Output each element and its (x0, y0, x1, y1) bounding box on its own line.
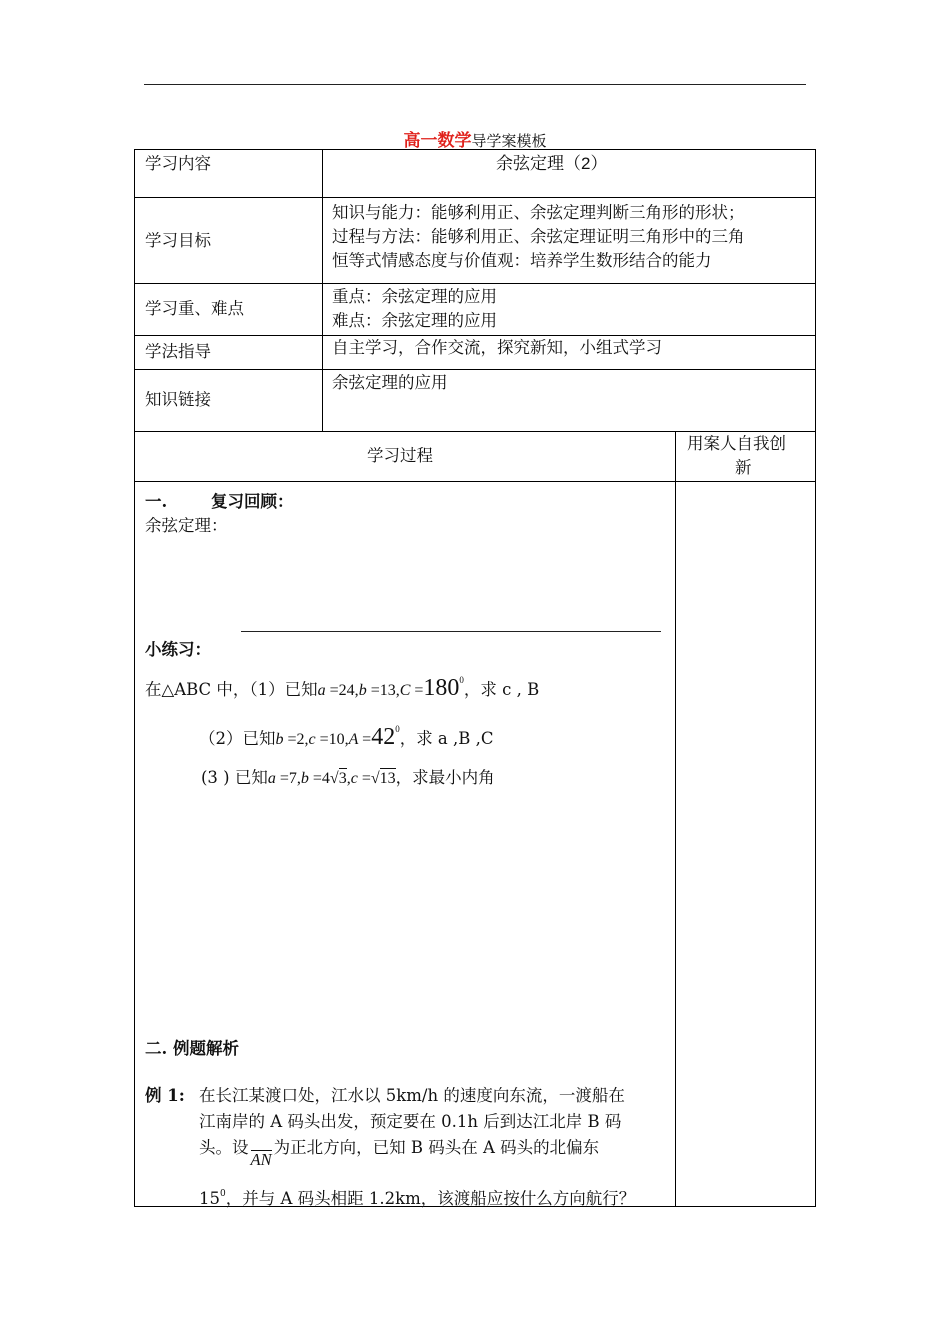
example-line: 江南岸的 A 码头出发，预定要在 0.1h 后到达江北岸 B 码 (199, 1112, 622, 1131)
method-label: 学法指导 (145, 342, 211, 361)
question-3-formula: a =7,b =4√3,c =√13 (267, 770, 396, 787)
side-header: 新 (735, 458, 752, 477)
cosine-law-label: 余弦定理： (145, 516, 228, 535)
content-label: 学习内容 (145, 154, 211, 173)
link-value: 余弦定理的应用 (332, 373, 448, 392)
question-1-formula: $a =24,b =13,C =180^0$ (317, 675, 464, 701)
lesson-topic: 余弦定理（2） (496, 154, 608, 173)
question-2 (199, 717, 494, 752)
example-text: 头。设 (199, 1138, 249, 1157)
question-3-prefix: (3 ) 已知 (201, 768, 268, 787)
section-2-title: 二. 例题解析 (145, 1039, 239, 1058)
question-3-suffix: ，求最小内角 (395, 768, 495, 787)
question-1 (145, 668, 539, 703)
method-value: 自主学习，合作交流，探究新知，小组式学习 (332, 338, 662, 357)
lesson-table (134, 149, 816, 1207)
practice-title: 小练习： (145, 640, 211, 659)
question-2-formula: $b =2,c =10,A =42^0$ (275, 724, 400, 750)
example-line: 在长江某渡口处，江水以 5km/h 的速度向东流，一渡船在 (199, 1086, 625, 1105)
key-label: 学习重、难点 (145, 299, 244, 318)
side-header: 用案人自我创 (687, 434, 786, 453)
goal-label: 学习目标 (145, 231, 211, 250)
section-number: 一. (145, 492, 168, 511)
document-title (0, 126, 950, 151)
difficult-point: 难点：余弦定理的应用 (332, 311, 497, 330)
header-rule (144, 84, 806, 85)
key-point: 重点：余弦定理的应用 (332, 287, 497, 306)
title-subject: 高一数学 (403, 131, 472, 151)
example-text: ，并与 A 码头相距 1.2km，该渡船应按什么方向航行？ (225, 1189, 636, 1208)
example-label: 例 1: (145, 1086, 185, 1105)
link-label: 知识链接 (145, 390, 211, 409)
angle-value: $15^0$ (199, 1189, 226, 1208)
question-1-prefix: 在△ABC 中，（1）已知 (145, 680, 318, 699)
vector-an: AN (250, 1150, 272, 1169)
answer-line (241, 631, 661, 632)
example-text: 为正北方向，已知 B 码头在 A 码头的北偏东 (273, 1138, 600, 1157)
goal-line: 过程与方法：能够利用正、余弦定理证明三角形中的三角 (332, 227, 745, 246)
title-template: 导学案模板 (471, 132, 547, 150)
process-header: 学习过程 (367, 446, 433, 465)
section-title: 复习回顾： (211, 492, 294, 511)
example-line (199, 1136, 600, 1169)
question-3 (201, 766, 495, 791)
example-line (199, 1182, 635, 1211)
goal-line: 恒等式情感态度与价值观：培养学生数形结合的能力 (332, 251, 712, 270)
question-2-prefix: （2）已知 (199, 729, 276, 748)
question-1-suffix: ，求 c , B (463, 680, 540, 699)
question-2-suffix: ，求 a ,B ,C (399, 729, 494, 748)
goal-line: 知识与能力：能够利用正、余弦定理判断三角形的形状； (332, 203, 745, 222)
